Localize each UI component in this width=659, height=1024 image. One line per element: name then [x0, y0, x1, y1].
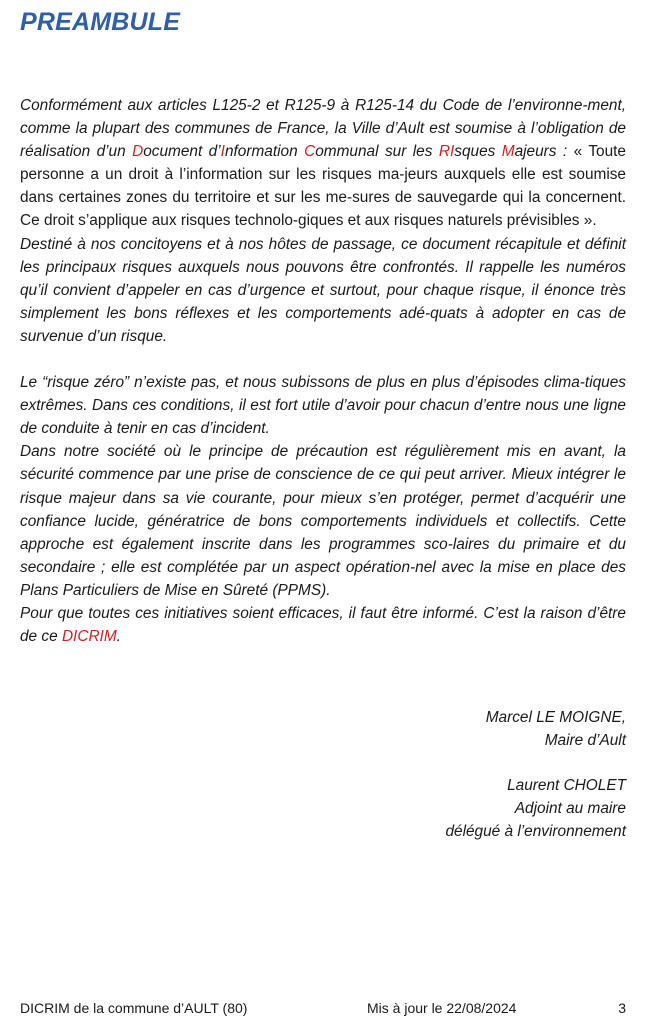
signatory-role: délégué à l’environnement [445, 823, 626, 841]
preamble-body [20, 94, 626, 648]
signatory-name: Laurent CHOLET [507, 777, 626, 795]
signature-mayor [445, 706, 626, 752]
paragraph-zero-risk: Le “risque zéro” n’existe pas, et nous subissons de plus en plus d’épisodes clima-tiques extrêmes. Dans ces conditions, il est fort utile d’avoir pour chacun d’entre nous une ligne de conduite à tenir en cas d’incident. [20, 374, 626, 438]
acronym-letter-i: I [220, 143, 225, 161]
paragraph-safety: Dans notre société où le principe de précaution est régulièrement mis en avant, la sécurité commence par une prise de conscience de ce qui peut arriver. Mieux intégrer le risque majeur dans sa vie courante, pour mieux s’en protéger, permet d’acquérir une confiance lucide, génératrice de bons comportements individuels et collectifs. Cette approche est également inscrite dans les programmes sco-laires du primaire et du secondaire ; elle est complétée par un aspect opération-nel avec la mise en place des Plans Particuliers de Mise en Sûreté (PPMS). [20, 443, 626, 599]
law-quote: « Toute personne a un droit à l’information sur les risques ma-jeurs auxquels elle est soumise dans certaines zones du territoire et sur les me-sures de sauvegarde qui la concernent. Ce droit s’applique aux risques technolo-giques et aux risques naturels prévisibles ». [20, 143, 626, 230]
acronym-text: nformation [224, 143, 305, 161]
acronym-letter-c: C [304, 143, 316, 161]
signatory-role: Maire d’Ault [544, 732, 626, 750]
intro-text: Conformément aux articles L125-2 et R125-9 à R125-14 du Code de l’environne-ment, comme la plupart des communes de France, la Ville d’Ault est soumise à l’obligation de réalisation d’un [20, 97, 626, 161]
acronym-letter-d: D [132, 143, 144, 161]
acronym-text: sques [454, 143, 502, 161]
page-number: 3 [618, 1000, 626, 1016]
signatures [445, 706, 626, 865]
signature-deputy [445, 774, 626, 843]
dicrim-label: DICRIM [61, 628, 117, 646]
paragraph-conclusion [20, 602, 626, 648]
conclusion-text: Pour que toutes ces initiatives soient efficaces, il faut être informé. C’est la raison d’être de ce [20, 604, 626, 646]
paragraph-gap [20, 348, 626, 371]
signatory-name: Marcel LE MOIGNE, [485, 709, 626, 726]
footer-update-date: Mis à jour le 22/08/2024 [367, 1000, 517, 1016]
acronym-text: ommunal sur les [315, 143, 439, 161]
paragraph-intro [20, 94, 626, 233]
page-title: PREAMBULE [20, 8, 181, 36]
acronym-text: ajeurs : [514, 143, 574, 161]
paragraph-purpose: Destiné à nos concitoyens et à nos hôtes de passage, ce document récapitule et définit les principaux risques auxquels nous pouvons être confrontés. Il rappelle les numéros qu’il convient d’appeler en cas d’urgence et surtout, pour chaque risque, il énonce très simplement les bons réflexes et les comportements adé-quats à adopter en cas de survenue d’un risque. [20, 235, 626, 345]
acronym-text: ocument d’ [143, 143, 221, 161]
conclusion-end: . [116, 628, 121, 646]
acronym-letters-ri: RI [438, 143, 455, 161]
acronym-letter-m: M [501, 143, 515, 161]
footer-document-name: DICRIM de la commune d’AULT (80) [20, 1000, 248, 1016]
signatory-role: Adjoint au maire [514, 800, 626, 818]
